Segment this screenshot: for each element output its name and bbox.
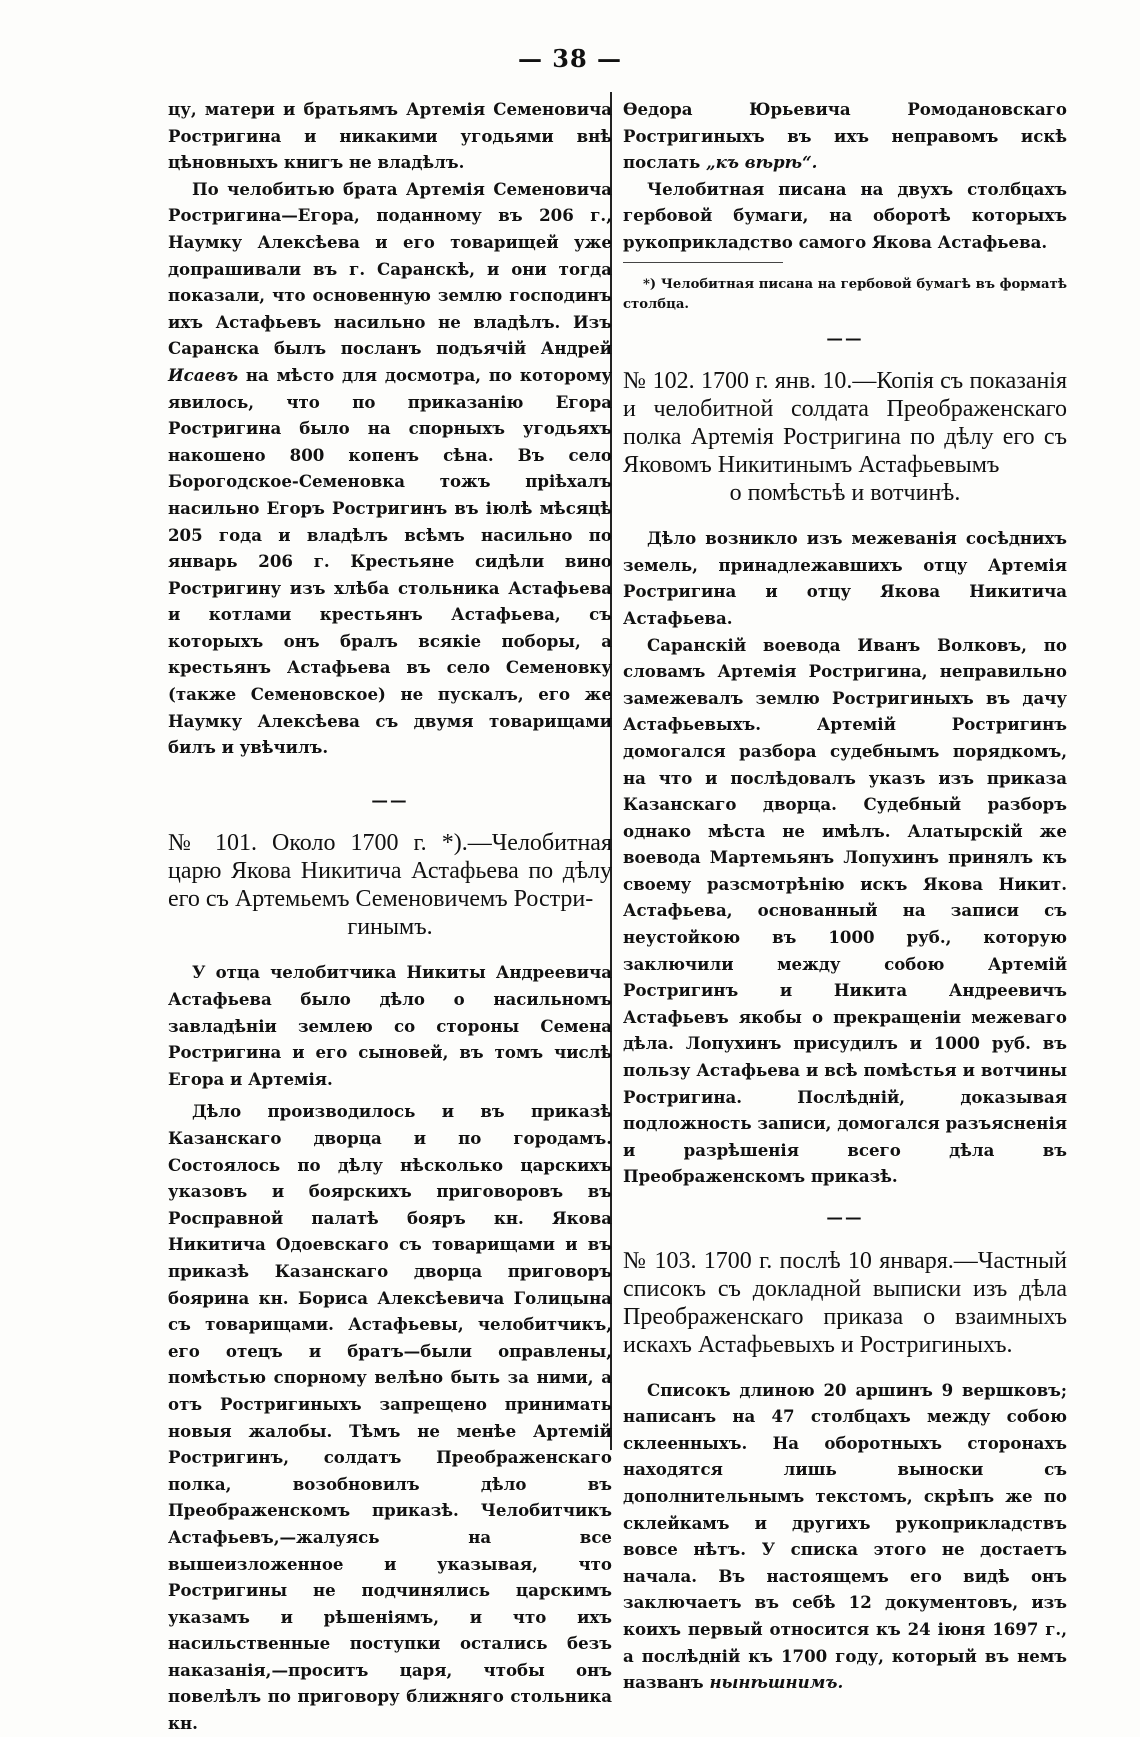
- paragraph: У отца челобитчика Никиты Андреевича Астафьева было дѣло о насильномъ завладѣніи землею со стороны Семена Ростригина и его сыновей, въ томъ числѣ Егора и Артемія.: [168, 962, 612, 1089]
- paragraph-text: Ѳедора Юрьевича Ромодановскаго Ростригиныхъ въ ихъ неправомъ искѣ послать: [623, 99, 1067, 173]
- paragraph: цу, матери и братьямъ Артемія Семеновича Ростригина и никакими угодьями внѣ цѣновныхъ книгъ не владѣлъ.: [168, 99, 612, 173]
- italic-name: Исаевъ: [168, 364, 239, 385]
- section-separator: ——: [826, 1207, 864, 1227]
- document-heading-103: № 103. 1700 г. послѣ 10 января.—Частный списокъ съ докладной выписки изъ дѣла Преображенскаго приказа о взаимныхъ искахъ Астафьевыхъ и Ростригиныхъ.: [623, 1247, 1067, 1358]
- footnote: *) Челобитная писана на гербовой бумагѣ въ форматѣ столбца.: [623, 276, 1067, 312]
- heading-text: № 101. Около 1700 г. *).—Челобитная царю Якова Никитича Астафьева по дѣлу его съ Артемьемъ Семеновичемъ Ростри-: [168, 830, 612, 913]
- paragraph-text: По челобитью брата Артемія Семеновича Ростригина—Егора, поданному въ 206 г., Наумку Алексѣева и его товарищей уже допрашивали въ г. Саранскѣ, и они тогда показали, что основенную землю господинъ ихъ Астафьевъ насильно не владѣлъ. Изъ Саранска былъ посланъ подъячій Андрей: [168, 178, 612, 359]
- paragraph: Саранскій воевода Иванъ Волковъ, по словамъ Артемія Ростригина, неправильно замежевалъ землю Ростригиныхъ въ дачу Астафьевыхъ. Артемій Ростригинъ домогался разбора судебнымъ порядкомъ, на что и послѣдовалъ указъ изъ приказа Казанскаго дворца. Судебный разборъ однако мѣста не имѣлъ. Алатырскій же воевода Мартемьянъ Лопухинъ принялъ къ своему разсмотрѣнію искъ Якова Никит. Астафьева, основанный на записи съ неустойкою въ 1000 руб., которую заключили между собою Артемій Ростригинъ и Никита Андреевичъ Астафьевъ якобы о прекращеніи межеваго дѣла. Лопухинъ присудилъ и 1000 руб. въ пользу Астафьева и всѣ помѣстья и вотчины Ростригина. Послѣдній, доказывая подложность записи, домогался разъясненія и разрѣшенія всего дѣла въ Преображенскомъ приказѣ.: [623, 634, 1068, 1187]
- paragraph: [623, 1377, 1067, 1696]
- section-separator: ——: [826, 327, 864, 348]
- footnote-rule: [623, 262, 783, 263]
- italic-word: нынѣшнимъ.: [709, 1672, 844, 1693]
- document-heading-101: [168, 829, 612, 941]
- paragraph: Дѣло возникло изъ межеванія сосѣднихъ земель, принадлежавшихъ отцу Артемія Ростригина и отцу Якова Никитича Астафьева.: [623, 528, 1067, 628]
- paragraph: [623, 96, 1067, 176]
- italic-quote: „къ вѣрѣ“.: [706, 152, 818, 173]
- document-heading-102: [623, 367, 1067, 507]
- paragraph: [168, 176, 612, 761]
- page-number: — 38 —: [517, 44, 623, 73]
- paragraph-text: на мѣсто для досмотра, по которому явилось, что по приказанію Егора Ростригина было на спорныхъ угодьяхъ накошено 800 копенъ сѣна. Въ село Борогодское-Семеновка тожъ пріѣхалъ насильно Егоръ Ростригинъ въ іюлѣ мѣсяцѣ 205 года и владѣлъ всѣмъ насильно по январь 206 г. Крестьяне сидѣли вино Ростригину изъ хлѣба стольника Астафьева и котлами крестьянъ Астафьева, съ которыхъ онъ бралъ всякіе поборы, а крестьянъ Астафьева въ село Семеновку (также Семеновское) не пускалъ, его же Наумку Алексѣева съ двумя товарищами билъ и увѣчилъ.: [168, 364, 612, 758]
- paragraph: Дѣло производилось и въ приказѣ Казанскаго дворца и по городамъ. Состоялось по дѣлу нѣсколько царскихъ указовъ и боярскихъ приговоровъ въ Росправной палатѣ бояръ кн. Якова Никитича Одоевскаго съ товарищами и въ приказѣ Казанскаго дворца приговоръ боярина кн. Бориса Алексѣевича Голицына съ товарищами. Астафьевы, челобитчикъ, его отецъ и братъ—были оправлены, помѣстью спорному велѣно быть за ними, а отъ Ростригиныхъ запрещено принимать новыя жалобы. Тѣмъ не менѣе Артемій Ростригинъ, солдатъ Преображенскаго полка, возобновилъ дѣло въ Преображенскомъ приказѣ. Челобитчикъ Астафьевъ,—жалуясь на все вышеизложенное и указывая, что Ростригины не подчинялись царскимъ указамъ и рѣшеніямъ, и что ихъ насильственные поступки остались безъ наказанія,—проситъ царя, чтобы онъ повелѣлъ по приговору ближняго стольника кн.: [168, 1101, 612, 1734]
- heading-text-last: гинымъ.: [347, 914, 433, 941]
- heading-text-last: о помѣстьѣ и вотчинѣ.: [729, 480, 961, 507]
- right-column: [623, 96, 1067, 1696]
- paragraph-text: Списокъ длиною 20 аршинъ 9 вершковъ; написанъ на 47 столбцахъ между собою склеенныхъ. На оборотныхъ сторонахъ находятся лишь выноски съ дополнительнымъ текстомъ, скрѣпъ же по склейкамъ и другихъ рукоприкладствъ вовсе нѣтъ. У списка этого не достаетъ начала. Въ настоящемъ его видѣ онъ заключаетъ въ себѣ 12 документовъ, изъ коихъ первый относится къ 24 іюня 1697 г., а послѣдній къ 1700 году, который въ немъ названъ: [623, 1379, 1067, 1693]
- left-column: [168, 96, 612, 1737]
- heading-text: № 102. 1700 г. янв. 10.—Копія съ показанія и челобитной солдата Преображенскаго полка Артемія Ростригина по дѣлу его съ Яковомъ Никитинымъ Астафьевымъ: [623, 368, 1067, 479]
- paragraph: Челобитная писана на двухъ столбцахъ гербовой бумаги, на оборотѣ которыхъ рукоприкладство самого Якова Астафьева.: [623, 178, 1067, 252]
- section-separator: ——: [371, 789, 409, 810]
